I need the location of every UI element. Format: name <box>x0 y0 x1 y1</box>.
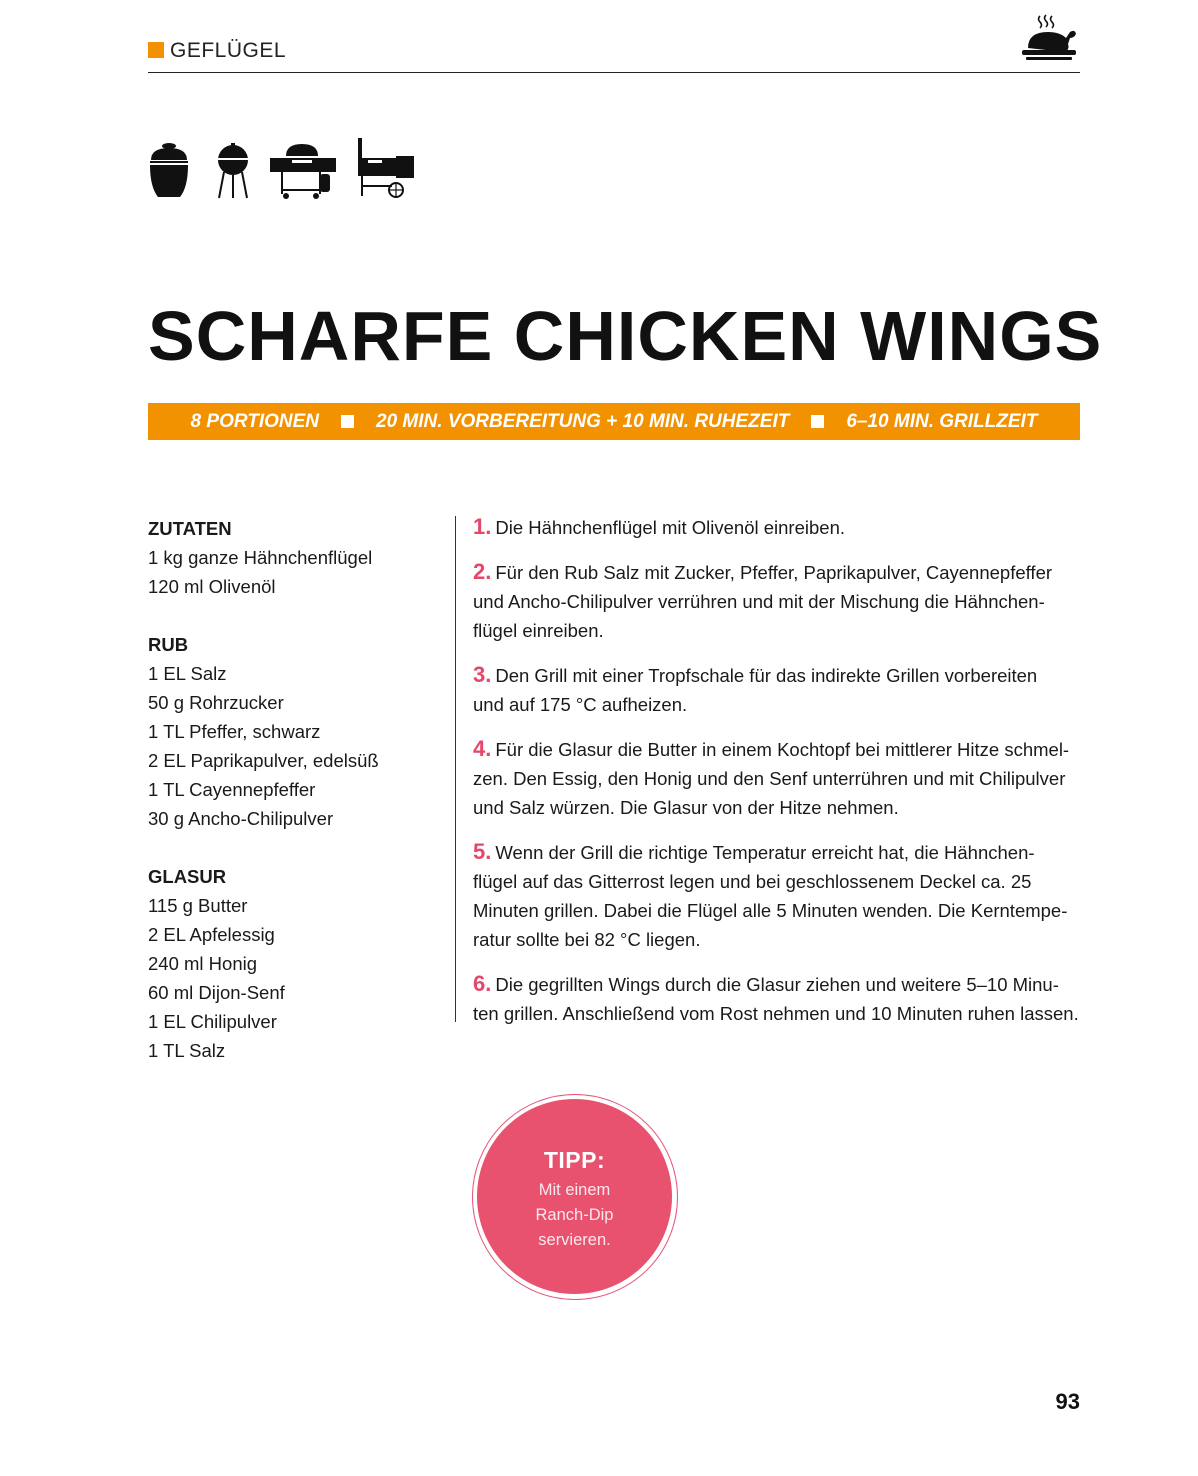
step-line: Für die Glasur die Butter in einem Kochtopf bei mittlerer Hitze schmel- <box>495 739 1070 760</box>
step-2 <box>473 557 1085 645</box>
step-line: Den Grill mit einer Tropfschale für das indirekte Grillen vorbereiten <box>495 665 1038 686</box>
step-line: und Ancho-Chilipulver verrühren und mit der Mischung die Hähnchen- <box>473 591 1045 612</box>
step-6 <box>473 969 1085 1028</box>
tip-text <box>477 1178 672 1253</box>
smoker-grill-icon <box>356 138 416 200</box>
step-line: Die Hähnchenflügel mit Olivenöl einreiben. <box>495 517 845 538</box>
step-number: 1. <box>473 514 492 539</box>
ingredient-item: 115 g Butter <box>148 895 248 916</box>
recipe-title: SCHARFE CHICKEN WINGS <box>148 297 1103 375</box>
step-line: ten grillen. Anschließend vom Rost nehmen und 10 Minuten ruhen lassen. <box>473 1003 1079 1024</box>
step-line: flügel auf das Gitterrost legen und bei geschlossenem Deckel ca. 25 <box>473 871 1032 892</box>
ingredient-heading: GLASUR <box>148 866 227 887</box>
ingredient-item: 60 ml Dijon-Senf <box>148 982 285 1003</box>
step-line: ratur sollte bei 82 °C liegen. <box>473 929 701 950</box>
step-number: 5. <box>473 839 492 864</box>
step-line: Die gegrillten Wings durch die Glasur ziehen und weitere 5–10 Minu- <box>495 974 1059 995</box>
ingredient-group-zutaten <box>148 514 438 601</box>
ingredients-column <box>148 514 438 1094</box>
step-line: zen. Den Essig, den Honig und den Senf unterrühren und mit Chilipulver <box>473 768 1066 789</box>
step-number: 6. <box>473 971 492 996</box>
info-separator <box>811 415 824 428</box>
tip-line: Mit einem <box>538 1181 611 1199</box>
ingredient-item: 1 TL Cayennepfeffer <box>148 779 316 800</box>
ingredient-group-glasur <box>148 862 438 1065</box>
prep-time-label: 20 MIN. VORBEREITUNG + 10 MIN. RUHEZEIT <box>376 410 790 432</box>
step-5 <box>473 837 1085 954</box>
ingredient-item: 120 ml Olivenöl <box>148 576 276 597</box>
ingredient-group-rub <box>148 630 438 833</box>
ingredient-item: 2 EL Paprikapulver, edelsüß <box>148 750 379 771</box>
ingredient-item: 1 TL Pfeffer, schwarz <box>148 721 321 742</box>
page-header <box>148 38 1080 73</box>
ingredient-item: 30 g Ancho-Chilipulver <box>148 808 334 829</box>
ingredient-item: 1 TL Salz <box>148 1040 226 1061</box>
tip-circle <box>477 1099 672 1294</box>
kamado-grill-icon <box>148 138 190 200</box>
ingredient-item: 240 ml Honig <box>148 953 258 974</box>
tip-badge <box>472 1094 678 1300</box>
kettle-grill-icon <box>216 138 250 200</box>
instructions-column <box>473 512 1085 1043</box>
ingredient-heading: ZUTATEN <box>148 518 232 539</box>
step-number: 3. <box>473 662 492 687</box>
step-line: Minuten grillen. Dabei die Flügel alle 5 Minuten wenden. Die Kerntempe- <box>473 900 1068 921</box>
section-marker <box>148 42 164 58</box>
tip-title: TIPP: <box>543 1147 606 1173</box>
step-number: 2. <box>473 559 492 584</box>
ingredient-item: 50 g Rohrzucker <box>148 692 284 713</box>
step-line: Für den Rub Salz mit Zucker, Pfeffer, Paprikapulver, Cayennepfeffer <box>495 562 1053 583</box>
info-separator <box>341 415 354 428</box>
column-divider <box>455 516 456 1022</box>
recipe-info-bar <box>148 403 1080 440</box>
step-1 <box>473 512 1085 542</box>
grill-time-label: 6–10 MIN. GRILLZEIT <box>846 410 1038 432</box>
ingredient-item: 1 EL Chilipulver <box>148 1011 277 1032</box>
ingredient-item: 1 EL Salz <box>148 663 227 684</box>
ingredient-heading: RUB <box>148 634 189 655</box>
tip-line: Ranch-Dip <box>535 1206 614 1224</box>
portions-label: 8 PORTIONEN <box>190 410 320 432</box>
step-line: und Salz würzen. Die Glasur von der Hitze nehmen. <box>473 797 899 818</box>
ingredient-item: 1 kg ganze Hähnchenflügel <box>148 547 373 568</box>
ingredient-item: 2 EL Apfelessig <box>148 924 275 945</box>
step-3 <box>473 660 1085 719</box>
tip-line: servieren. <box>538 1231 611 1249</box>
step-line: flügel einreiben. <box>473 620 604 641</box>
roast-chicken-icon <box>1020 12 1078 62</box>
gas-grill-icon <box>270 138 336 200</box>
section-label: GEFLÜGEL <box>170 39 287 62</box>
page-number: 93 <box>1055 1389 1080 1414</box>
step-line: Wenn der Grill die richtige Temperatur erreicht hat, die Hähnchen- <box>495 842 1035 863</box>
step-number: 4. <box>473 736 492 761</box>
step-line: und auf 175 °C aufheizen. <box>473 694 688 715</box>
step-4 <box>473 734 1085 822</box>
